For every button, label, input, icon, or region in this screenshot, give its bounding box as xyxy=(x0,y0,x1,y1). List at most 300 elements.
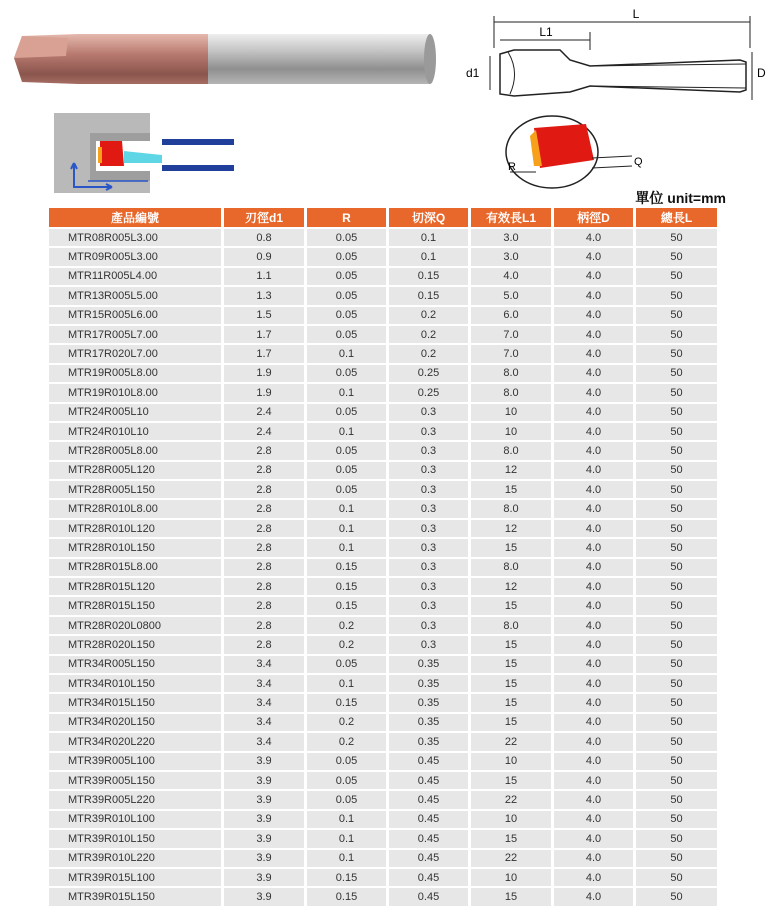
cell-l: 50 xyxy=(636,287,717,304)
cell-l: 50 xyxy=(636,753,717,770)
cell-l: 50 xyxy=(636,694,717,711)
cell-r: 0.05 xyxy=(307,656,386,673)
cell-l1: 3.0 xyxy=(471,248,551,265)
cell-d1: 2.8 xyxy=(224,462,304,479)
cell-d: 4.0 xyxy=(554,423,633,440)
cell-l1: 15 xyxy=(471,675,551,692)
cell-l1: 10 xyxy=(471,423,551,440)
cell-product-code: MTR39R005L220 xyxy=(49,791,221,808)
cell-l1: 10 xyxy=(471,753,551,770)
cell-d: 4.0 xyxy=(554,287,633,304)
cell-q: 0.35 xyxy=(389,656,468,673)
cell-q: 0.35 xyxy=(389,694,468,711)
cell-d: 4.0 xyxy=(554,597,633,614)
cell-l1: 12 xyxy=(471,462,551,479)
cell-product-code: MTR28R005L150 xyxy=(49,481,221,498)
cell-l: 50 xyxy=(636,869,717,886)
cell-q: 0.25 xyxy=(389,365,468,382)
col-header-d: 柄徑D xyxy=(554,208,633,227)
cell-d: 4.0 xyxy=(554,617,633,634)
cell-l1: 5.0 xyxy=(471,287,551,304)
cell-l: 50 xyxy=(636,268,717,285)
cell-r: 0.15 xyxy=(307,888,386,905)
cell-l: 50 xyxy=(636,850,717,867)
dimension-schematic xyxy=(460,2,772,102)
cell-d: 4.0 xyxy=(554,365,633,382)
cell-d1: 3.9 xyxy=(224,869,304,886)
cell-d1: 3.4 xyxy=(224,675,304,692)
table-row xyxy=(49,753,717,770)
cell-d: 4.0 xyxy=(554,772,633,789)
cell-product-code: MTR39R010L100 xyxy=(49,811,221,828)
cell-product-code: MTR39R005L100 xyxy=(49,753,221,770)
cell-l: 50 xyxy=(636,597,717,614)
cell-product-code: MTR28R015L8.00 xyxy=(49,559,221,576)
cell-d: 4.0 xyxy=(554,830,633,847)
table-row xyxy=(49,268,717,285)
cell-l1: 4.0 xyxy=(471,268,551,285)
cell-r: 0.1 xyxy=(307,675,386,692)
cell-q: 0.3 xyxy=(389,423,468,440)
table-row xyxy=(49,830,717,847)
cell-d1: 2.8 xyxy=(224,617,304,634)
cell-product-code: MTR17R005L7.00 xyxy=(49,326,221,343)
cell-r: 0.05 xyxy=(307,442,386,459)
cell-r: 0.1 xyxy=(307,500,386,517)
cell-r: 0.15 xyxy=(307,597,386,614)
cell-d1: 1.9 xyxy=(224,365,304,382)
cell-product-code: MTR28R015L120 xyxy=(49,578,221,595)
cell-d1: 2.8 xyxy=(224,578,304,595)
cell-q: 0.45 xyxy=(389,811,468,828)
cell-product-code: MTR15R005L6.00 xyxy=(49,307,221,324)
col-header-l: 總長L xyxy=(636,208,717,227)
col-header-d1: 刃徑d1 xyxy=(224,208,304,227)
cell-product-code: MTR39R010L220 xyxy=(49,850,221,867)
cell-q: 0.3 xyxy=(389,442,468,459)
cell-r: 0.1 xyxy=(307,850,386,867)
cell-product-code: MTR28R010L150 xyxy=(49,539,221,556)
table-row xyxy=(49,345,717,362)
cell-d1: 1.9 xyxy=(224,384,304,401)
table-row xyxy=(49,617,717,634)
tool-photo xyxy=(8,28,438,94)
cell-d: 4.0 xyxy=(554,850,633,867)
label-L1: L1 xyxy=(539,25,553,39)
cell-l: 50 xyxy=(636,248,717,265)
cell-r: 0.05 xyxy=(307,229,386,246)
cell-l: 50 xyxy=(636,365,717,382)
cell-product-code: MTR17R020L7.00 xyxy=(49,345,221,362)
cell-d1: 3.9 xyxy=(224,850,304,867)
cell-r: 0.2 xyxy=(307,636,386,653)
cell-r: 0.05 xyxy=(307,462,386,479)
cell-l: 50 xyxy=(636,500,717,517)
cell-l1: 15 xyxy=(471,539,551,556)
cell-l1: 8.0 xyxy=(471,365,551,382)
cell-l: 50 xyxy=(636,229,717,246)
table-row xyxy=(49,481,717,498)
cell-l1: 15 xyxy=(471,694,551,711)
cell-r: 0.05 xyxy=(307,326,386,343)
cell-d1: 2.4 xyxy=(224,423,304,440)
cell-q: 0.3 xyxy=(389,578,468,595)
cell-l: 50 xyxy=(636,772,717,789)
cell-q: 0.1 xyxy=(389,229,468,246)
cell-product-code: MTR24R005L10 xyxy=(49,404,221,421)
cell-d: 4.0 xyxy=(554,268,633,285)
cell-l: 50 xyxy=(636,326,717,343)
cell-d1: 3.9 xyxy=(224,753,304,770)
cell-l1: 15 xyxy=(471,830,551,847)
cell-d: 4.0 xyxy=(554,636,633,653)
table-row xyxy=(49,287,717,304)
cell-product-code: MTR28R010L8.00 xyxy=(49,500,221,517)
cell-d: 4.0 xyxy=(554,229,633,246)
header-row xyxy=(49,208,717,227)
cell-d1: 2.8 xyxy=(224,539,304,556)
cell-d: 4.0 xyxy=(554,345,633,362)
cell-q: 0.3 xyxy=(389,520,468,537)
table-row xyxy=(49,636,717,653)
cell-l1: 15 xyxy=(471,772,551,789)
cell-q: 0.35 xyxy=(389,714,468,731)
cell-l: 50 xyxy=(636,462,717,479)
table-row xyxy=(49,500,717,517)
table-row xyxy=(49,694,717,711)
cell-d1: 1.5 xyxy=(224,307,304,324)
cell-q: 0.3 xyxy=(389,597,468,614)
cell-q: 0.15 xyxy=(389,268,468,285)
label-Q: Q xyxy=(634,156,643,168)
cell-product-code: MTR34R020L150 xyxy=(49,714,221,731)
cell-l1: 8.0 xyxy=(471,559,551,576)
cell-l1: 15 xyxy=(471,636,551,653)
cell-q: 0.3 xyxy=(389,462,468,479)
table-row xyxy=(49,869,717,886)
cell-q: 0.3 xyxy=(389,617,468,634)
cell-r: 0.05 xyxy=(307,248,386,265)
cell-d1: 1.3 xyxy=(224,287,304,304)
table-row xyxy=(49,597,717,614)
cell-d: 4.0 xyxy=(554,791,633,808)
boring-inset-illustration xyxy=(52,111,234,195)
cell-d: 4.0 xyxy=(554,404,633,421)
cell-product-code: MTR19R005L8.00 xyxy=(49,365,221,382)
cell-r: 0.05 xyxy=(307,772,386,789)
cell-l: 50 xyxy=(636,481,717,498)
label-d1: d1 xyxy=(466,66,480,80)
cell-d: 4.0 xyxy=(554,811,633,828)
cell-l1: 22 xyxy=(471,791,551,808)
col-header-l1: 有效長L1 xyxy=(471,208,551,227)
cell-r: 0.05 xyxy=(307,791,386,808)
cell-d: 4.0 xyxy=(554,326,633,343)
cell-l: 50 xyxy=(636,539,717,556)
cell-d: 4.0 xyxy=(554,869,633,886)
cell-product-code: MTR19R010L8.00 xyxy=(49,384,221,401)
cell-d: 4.0 xyxy=(554,481,633,498)
cell-q: 0.45 xyxy=(389,850,468,867)
cell-q: 0.1 xyxy=(389,248,468,265)
cell-product-code: MTR28R020L150 xyxy=(49,636,221,653)
cell-l: 50 xyxy=(636,791,717,808)
table-row xyxy=(49,714,717,731)
cell-d: 4.0 xyxy=(554,733,633,750)
cell-r: 0.2 xyxy=(307,733,386,750)
cell-q: 0.3 xyxy=(389,559,468,576)
cell-q: 0.3 xyxy=(389,404,468,421)
cell-l1: 10 xyxy=(471,404,551,421)
cell-d: 4.0 xyxy=(554,714,633,731)
table-row xyxy=(49,462,717,479)
cell-r: 0.15 xyxy=(307,578,386,595)
table-row xyxy=(49,675,717,692)
table-row xyxy=(49,733,717,750)
cell-product-code: MTR28R005L8.00 xyxy=(49,442,221,459)
cell-d1: 3.9 xyxy=(224,811,304,828)
cell-l1: 8.0 xyxy=(471,442,551,459)
cell-l1: 12 xyxy=(471,520,551,537)
cell-l1: 12 xyxy=(471,578,551,595)
cell-d1: 2.8 xyxy=(224,500,304,517)
cell-d1: 1.7 xyxy=(224,326,304,343)
label-D: D xyxy=(757,66,766,80)
table-row xyxy=(49,326,717,343)
label-L: L xyxy=(632,7,640,21)
label-R: R xyxy=(508,161,516,173)
cell-d1: 3.9 xyxy=(224,791,304,808)
cell-q: 0.2 xyxy=(389,345,468,362)
cell-product-code: MTR13R005L5.00 xyxy=(49,287,221,304)
cell-product-code: MTR34R005L150 xyxy=(49,656,221,673)
cell-r: 0.1 xyxy=(307,423,386,440)
unit-label: 單位 unit=mm xyxy=(635,190,726,206)
cell-l: 50 xyxy=(636,830,717,847)
cell-q: 0.3 xyxy=(389,636,468,653)
cell-l1: 15 xyxy=(471,597,551,614)
cell-q: 0.45 xyxy=(389,830,468,847)
cell-q: 0.45 xyxy=(389,753,468,770)
table-row xyxy=(49,442,717,459)
cell-d: 4.0 xyxy=(554,462,633,479)
table-row xyxy=(49,656,717,673)
cell-q: 0.15 xyxy=(389,287,468,304)
cell-d1: 1.7 xyxy=(224,345,304,362)
cell-r: 0.1 xyxy=(307,345,386,362)
table-row xyxy=(49,772,717,789)
cell-d1: 3.9 xyxy=(224,830,304,847)
cell-r: 0.1 xyxy=(307,520,386,537)
cell-r: 0.05 xyxy=(307,268,386,285)
cell-q: 0.25 xyxy=(389,384,468,401)
cell-l: 50 xyxy=(636,307,717,324)
col-header-r: R xyxy=(307,208,386,227)
cell-l: 50 xyxy=(636,733,717,750)
cell-product-code: MTR34R015L150 xyxy=(49,694,221,711)
cell-r: 0.15 xyxy=(307,869,386,886)
cell-d: 4.0 xyxy=(554,675,633,692)
cell-q: 0.35 xyxy=(389,733,468,750)
cell-d: 4.0 xyxy=(554,442,633,459)
cell-l1: 15 xyxy=(471,714,551,731)
cell-r: 0.1 xyxy=(307,539,386,556)
cell-product-code: MTR28R005L120 xyxy=(49,462,221,479)
cell-product-code: MTR39R015L100 xyxy=(49,869,221,886)
table-row xyxy=(49,404,717,421)
cell-r: 0.2 xyxy=(307,617,386,634)
cell-d1: 3.4 xyxy=(224,733,304,750)
cell-l: 50 xyxy=(636,656,717,673)
cell-product-code: MTR39R005L150 xyxy=(49,772,221,789)
cell-r: 0.2 xyxy=(307,714,386,731)
cell-l1: 6.0 xyxy=(471,307,551,324)
cell-r: 0.1 xyxy=(307,811,386,828)
cell-product-code: MTR34R020L220 xyxy=(49,733,221,750)
cell-d1: 0.9 xyxy=(224,248,304,265)
cell-q: 0.3 xyxy=(389,539,468,556)
table-row xyxy=(49,229,717,246)
cell-d: 4.0 xyxy=(554,384,633,401)
cell-r: 0.05 xyxy=(307,404,386,421)
cell-d1: 2.8 xyxy=(224,442,304,459)
cell-l1: 7.0 xyxy=(471,326,551,343)
cell-d: 4.0 xyxy=(554,559,633,576)
table-row xyxy=(49,365,717,382)
tip-detail-diagram xyxy=(500,108,650,190)
cell-l: 50 xyxy=(636,520,717,537)
cell-r: 0.15 xyxy=(307,559,386,576)
table-row xyxy=(49,384,717,401)
cell-r: 0.1 xyxy=(307,830,386,847)
cell-r: 0.05 xyxy=(307,753,386,770)
spec-table xyxy=(46,206,720,908)
cell-r: 0.05 xyxy=(307,287,386,304)
cell-q: 0.35 xyxy=(389,675,468,692)
cell-l: 50 xyxy=(636,888,717,905)
cell-l: 50 xyxy=(636,578,717,595)
cell-q: 0.3 xyxy=(389,481,468,498)
cell-d1: 0.8 xyxy=(224,229,304,246)
cell-l: 50 xyxy=(636,384,717,401)
col-header-product-code: 產品編號 xyxy=(49,208,221,227)
cell-product-code: MTR34R010L150 xyxy=(49,675,221,692)
cell-d: 4.0 xyxy=(554,500,633,517)
table-row xyxy=(49,423,717,440)
table-row xyxy=(49,850,717,867)
cell-q: 0.2 xyxy=(389,326,468,343)
cell-d1: 3.9 xyxy=(224,772,304,789)
cell-product-code: MTR28R010L120 xyxy=(49,520,221,537)
cell-product-code: MTR39R010L150 xyxy=(49,830,221,847)
cell-l: 50 xyxy=(636,559,717,576)
cell-r: 0.05 xyxy=(307,307,386,324)
table-row xyxy=(49,559,717,576)
cell-l: 50 xyxy=(636,714,717,731)
cell-l1: 22 xyxy=(471,850,551,867)
cell-l1: 15 xyxy=(471,888,551,905)
cell-l1: 15 xyxy=(471,656,551,673)
cell-l1: 8.0 xyxy=(471,500,551,517)
cell-r: 0.05 xyxy=(307,481,386,498)
table-row xyxy=(49,248,717,265)
cell-l: 50 xyxy=(636,617,717,634)
cell-l1: 15 xyxy=(471,481,551,498)
cell-l1: 10 xyxy=(471,811,551,828)
cell-l1: 3.0 xyxy=(471,229,551,246)
cell-l1: 8.0 xyxy=(471,384,551,401)
cell-q: 0.45 xyxy=(389,791,468,808)
cell-d: 4.0 xyxy=(554,656,633,673)
cell-q: 0.2 xyxy=(389,307,468,324)
cell-d1: 3.4 xyxy=(224,694,304,711)
cell-q: 0.3 xyxy=(389,500,468,517)
cell-product-code: MTR28R020L0800 xyxy=(49,617,221,634)
table-row xyxy=(49,520,717,537)
cell-d: 4.0 xyxy=(554,248,633,265)
cell-d: 4.0 xyxy=(554,694,633,711)
table-row xyxy=(49,791,717,808)
cell-product-code: MTR39R015L150 xyxy=(49,888,221,905)
cell-d1: 2.4 xyxy=(224,404,304,421)
cell-d: 4.0 xyxy=(554,888,633,905)
cell-d1: 3.4 xyxy=(224,714,304,731)
cell-r: 0.15 xyxy=(307,694,386,711)
cell-product-code: MTR24R010L10 xyxy=(49,423,221,440)
cell-d: 4.0 xyxy=(554,307,633,324)
cell-d: 4.0 xyxy=(554,539,633,556)
cell-d1: 2.8 xyxy=(224,520,304,537)
cell-d1: 2.8 xyxy=(224,559,304,576)
cell-product-code: MTR28R015L150 xyxy=(49,597,221,614)
cell-q: 0.45 xyxy=(389,888,468,905)
cell-l: 50 xyxy=(636,442,717,459)
cell-d1: 2.8 xyxy=(224,636,304,653)
cell-q: 0.45 xyxy=(389,869,468,886)
cell-product-code: MTR11R005L4.00 xyxy=(49,268,221,285)
cell-l: 50 xyxy=(636,636,717,653)
table-row xyxy=(49,888,717,905)
table-row xyxy=(49,539,717,556)
cell-d1: 2.8 xyxy=(224,481,304,498)
cell-product-code: MTR09R005L3.00 xyxy=(49,248,221,265)
cell-l1: 22 xyxy=(471,733,551,750)
cell-product-code: MTR08R005L3.00 xyxy=(49,229,221,246)
cell-d1: 1.1 xyxy=(224,268,304,285)
cell-l: 50 xyxy=(636,404,717,421)
cell-d1: 3.4 xyxy=(224,656,304,673)
table-row xyxy=(49,578,717,595)
cell-l1: 8.0 xyxy=(471,617,551,634)
cell-r: 0.1 xyxy=(307,384,386,401)
col-header-q: 切深Q xyxy=(389,208,468,227)
cell-l1: 10 xyxy=(471,869,551,886)
cell-d: 4.0 xyxy=(554,520,633,537)
cell-d1: 3.9 xyxy=(224,888,304,905)
cell-l1: 7.0 xyxy=(471,345,551,362)
cell-l: 50 xyxy=(636,345,717,362)
cell-d1: 2.8 xyxy=(224,597,304,614)
cell-l: 50 xyxy=(636,675,717,692)
cell-d: 4.0 xyxy=(554,578,633,595)
table-row xyxy=(49,307,717,324)
cell-r: 0.05 xyxy=(307,365,386,382)
table-row xyxy=(49,811,717,828)
cell-q: 0.45 xyxy=(389,772,468,789)
cell-l: 50 xyxy=(636,811,717,828)
cell-l: 50 xyxy=(636,423,717,440)
cell-d: 4.0 xyxy=(554,753,633,770)
